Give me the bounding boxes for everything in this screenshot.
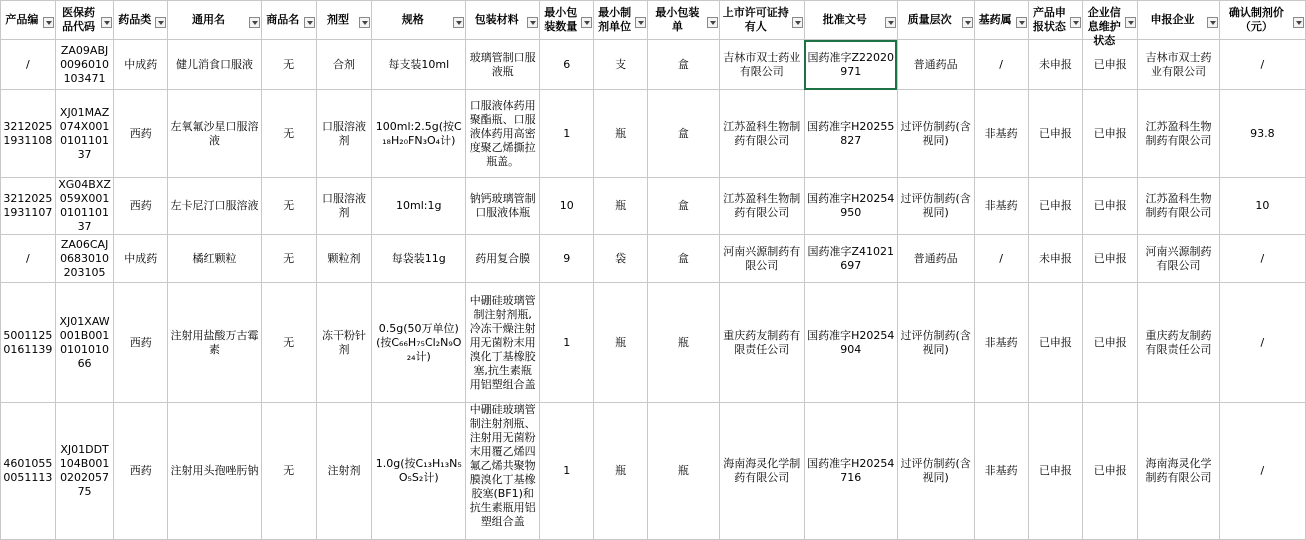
table-cell[interactable]: 左氧氟沙星口服溶液 [168,90,262,178]
table-row [1,235,1306,283]
table-cell[interactable]: / [974,40,1028,90]
table-cell[interactable]: 吉林市双士药业有限公司 [1138,40,1220,90]
filter-dropdown-icon[interactable] [962,17,973,28]
table-cell[interactable]: 西药 [114,90,168,178]
table-cell[interactable]: 已申报 [1083,283,1138,403]
table-cell[interactable]: 已申报 [1083,40,1138,90]
table-cell[interactable]: 已申报 [1083,178,1138,235]
table-cell[interactable]: 口服液体药用聚酯瓶、口服液体药用高密度聚乙烯撕拉瓶盖。 [466,90,540,178]
table-cell[interactable]: 普通药品 [897,235,974,283]
filter-dropdown-icon[interactable] [792,17,803,28]
table-cell[interactable]: 已申报 [1028,178,1083,235]
column-header[interactable]: 通用名 [168,1,262,40]
table-cell[interactable]: 非基药 [974,283,1028,403]
column-header[interactable]: 上市许可证持有人 [719,1,804,40]
table-cell[interactable]: 盒 [648,90,719,178]
table-cell[interactable]: 0.5g(50万单位)(按C₆₆H₇₅Cl₂N₉O₂₄计) [372,283,466,403]
table-cell[interactable]: 已申报 [1083,90,1138,178]
table-cell[interactable]: 10ml:1g [372,178,466,235]
table-cell[interactable]: 袋 [594,235,648,283]
table-cell[interactable]: 瓶 [594,403,648,540]
table-cell[interactable]: 重庆药友制药有限责任公司 [1138,283,1220,403]
table-cell[interactable]: 100ml:2.5g(按C₁₈H₂₀FN₃O₄计) [372,90,466,178]
table-cell[interactable]: 左卡尼汀口服溶液 [168,178,262,235]
table-cell[interactable]: ZA06CAJ0683010203105 [55,235,114,283]
column-header[interactable]: 商品名 [261,1,316,40]
table-cell[interactable]: XJ01XAW001B001010101066 [55,283,114,403]
table-cell[interactable]: 无 [261,403,316,540]
table-cell[interactable]: / [1,40,56,90]
cell-text: 中硼硅玻璃管制注射剂瓶、注射用无菌粉末用覆乙烯四氟乙烯共聚物膜溴化丁基橡胶塞(BF1)和抗生素瓶用铝塑组合盖 [469,403,536,528]
table-cell[interactable]: 盒 [648,40,719,90]
table-cell[interactable]: / [974,235,1028,283]
column-header[interactable]: 确认制剂价（元） [1219,1,1305,40]
table-cell[interactable]: XJ01MAZ074X001010110137 [55,90,114,178]
filter-dropdown-icon[interactable] [1070,17,1081,28]
table-cell[interactable]: 已申报 [1028,283,1083,403]
filter-dropdown-icon[interactable] [1016,17,1027,28]
table-cell[interactable]: / [1219,403,1305,540]
table-cell[interactable]: 已申报 [1028,403,1083,540]
filter-dropdown-icon[interactable] [101,17,112,28]
table-cell[interactable]: 重庆药友制药有限责任公司 [719,283,804,403]
filter-dropdown-icon[interactable] [635,17,646,28]
table-cell[interactable]: 江苏盈科生物制药有限公司 [719,178,804,235]
table-cell[interactable]: 吉林市双士药业有限公司 [719,40,804,90]
table-cell[interactable]: 32120251931108 [1,90,56,178]
table-cell[interactable]: 每袋装11g [372,235,466,283]
column-header[interactable]: 产品编 [1,1,56,40]
table-cell[interactable]: 河南兴源制药有限公司 [1138,235,1220,283]
table-cell[interactable]: 国药准字H20255827 [804,90,897,178]
table-cell[interactable]: 1 [540,283,594,403]
filter-dropdown-icon[interactable] [453,17,464,28]
table-cell[interactable]: 西药 [114,403,168,540]
table-cell[interactable]: 已申报 [1083,403,1138,540]
table-cell[interactable]: 海南海灵化学制药有限公司 [1138,403,1220,540]
filter-dropdown-icon[interactable] [359,17,370,28]
table-cell[interactable]: 无 [261,235,316,283]
table-cell[interactable]: 药用复合膜 [466,235,540,283]
column-header[interactable]: 最小包装数量 [540,1,594,40]
table-cell[interactable]: 西药 [114,283,168,403]
table-cell[interactable]: 注射用盐酸万古霉素 [168,283,262,403]
table-cell[interactable]: 健儿消食口服液 [168,40,262,90]
table-cell[interactable]: 未申报 [1028,40,1083,90]
column-header[interactable]: 企业信息维护状态 [1083,1,1138,40]
table-cell[interactable]: 国药准字Z41021697 [804,235,897,283]
table-cell[interactable]: 瓶 [594,90,648,178]
table-cell[interactable]: 未申报 [1028,235,1083,283]
column-header[interactable]: 批准文号 [804,1,897,40]
table-cell[interactable]: 10 [1219,178,1305,235]
table-cell[interactable]: XJ01DDT104B001020205775 [55,403,114,540]
table-cell[interactable]: 国药准字H20254950 [804,178,897,235]
table-cell[interactable]: 非基药 [974,403,1028,540]
table-cell[interactable]: 1 [540,90,594,178]
table-cell[interactable]: 玻璃管制口服液瓶 [466,40,540,90]
column-header[interactable]: 质量层次 [897,1,974,40]
table-cell[interactable]: / [1,235,56,283]
table-cell[interactable]: ZA09ABJ0096010103471 [55,40,114,90]
table-cell[interactable]: 盒 [648,178,719,235]
table-cell[interactable]: 93.8 [1219,90,1305,178]
filter-dropdown-icon[interactable] [43,17,54,28]
table-cell[interactable]: 注射剂 [316,403,372,540]
filter-dropdown-icon[interactable] [885,17,896,28]
table-cell[interactable]: 口服溶液剂 [316,90,372,178]
table-cell[interactable]: 非基药 [974,178,1028,235]
header-row [1,1,1306,40]
table-cell[interactable]: 冻干粉针剂 [316,283,372,403]
table-row [1,283,1306,403]
table-cell[interactable]: 过评仿制药(含视同) [897,403,974,540]
column-header[interactable]: 包装材料 [466,1,540,40]
table-cell[interactable]: 过评仿制药(含视同) [897,178,974,235]
table-cell[interactable]: 国药准字H20254904 [804,283,897,403]
table-cell[interactable]: XG04BXZ059X001010110137 [55,178,114,235]
table-cell[interactable]: 钠钙玻璃管制口服液体瓶 [466,178,540,235]
table-cell[interactable]: 每支装10ml [372,40,466,90]
table-row [1,403,1306,540]
column-header[interactable]: 医保药品代码 [55,1,114,40]
table-cell[interactable]: 中成药 [114,40,168,90]
table-cell[interactable]: / [1219,283,1305,403]
table-cell[interactable]: 瓶 [594,178,648,235]
table-cell[interactable]: 西药 [114,178,168,235]
table-cell[interactable]: 过评仿制药(含视同) [897,90,974,178]
table-cell[interactable]: 瓶 [648,283,719,403]
table-cell[interactable]: 普通药品 [897,40,974,90]
filter-dropdown-icon[interactable] [1125,17,1136,28]
table-row [1,178,1306,235]
column-header[interactable]: 最小包装单 [648,1,719,40]
table-cell[interactable]: / [1219,235,1305,283]
table-cell[interactable]: 中硼硅玻璃管制注射剂瓶,冷冻干燥注射用无菌粉末用溴化丁基橡胶塞,抗生素瓶用铝塑组合盖 [466,283,540,403]
table-cell[interactable]: 注射用头孢唑肟钠 [168,403,262,540]
table-cell[interactable]: 无 [261,90,316,178]
table-cell[interactable]: 口服溶液剂 [316,178,372,235]
filter-dropdown-icon[interactable] [1293,17,1304,28]
table-row [1,90,1306,178]
table-cell[interactable]: 6 [540,40,594,90]
table-cell[interactable]: 32120251931107 [1,178,56,235]
table-cell[interactable]: 非基药 [974,90,1028,178]
table-cell[interactable] [466,403,540,540]
column-header[interactable]: 基药属 [974,1,1028,40]
table-cell[interactable]: 支 [594,40,648,90]
table-cell[interactable]: 已申报 [1083,235,1138,283]
table-cell[interactable]: 1.0g(按C₁₃H₁₃N₅O₅S₂计) [372,403,466,540]
table-cell[interactable]: 1 [540,403,594,540]
column-header[interactable]: 规格 [372,1,466,40]
column-header[interactable]: 申报企业 [1138,1,1220,40]
filter-dropdown-icon[interactable] [581,17,592,28]
table-cell[interactable]: 江苏盈科生物制药有限公司 [719,90,804,178]
table-cell[interactable]: 过评仿制药(含视同) [897,283,974,403]
table-cell[interactable]: 无 [261,283,316,403]
column-header[interactable]: 剂型 [316,1,372,40]
table-cell[interactable]: 已申报 [1028,90,1083,178]
table-cell[interactable]: 江苏盈科生物制药有限公司 [1138,178,1220,235]
table-cell[interactable]: 合剂 [316,40,372,90]
column-header[interactable]: 产品申报状态 [1028,1,1083,40]
table-cell[interactable]: 无 [261,40,316,90]
column-header[interactable]: 最小制剂单位 [594,1,648,40]
table-cell[interactable]: 10 [540,178,594,235]
table-cell[interactable]: 颗粒剂 [316,235,372,283]
filter-dropdown-icon[interactable] [304,17,315,28]
table-cell[interactable]: 瓶 [648,403,719,540]
table-cell[interactable]: / [1219,40,1305,90]
table-cell[interactable]: 国药准字H20254716 [804,403,897,540]
table-cell[interactable]: 9 [540,235,594,283]
filter-dropdown-icon[interactable] [527,17,538,28]
filter-dropdown-icon[interactable] [1207,17,1218,28]
column-header[interactable]: 药品类 [114,1,168,40]
filter-dropdown-icon[interactable] [707,17,718,28]
table-cell[interactable]: 橘红颗粒 [168,235,262,283]
filter-dropdown-icon[interactable] [249,17,260,28]
table-cell[interactable]: 海南海灵化学制药有限公司 [719,403,804,540]
table-cell[interactable]: 无 [261,178,316,235]
filter-dropdown-icon[interactable] [155,17,166,28]
table-cell[interactable]: 江苏盈科生物制药有限公司 [1138,90,1220,178]
table-cell[interactable]: 46010550051113 [1,403,56,540]
table-cell[interactable]: 河南兴源制药有限公司 [719,235,804,283]
table-cell[interactable]: 盒 [648,235,719,283]
table-cell[interactable]: 50011250161139 [1,283,56,403]
table-cell[interactable]: 中成药 [114,235,168,283]
table-cell[interactable]: 瓶 [594,283,648,403]
selected-cell[interactable]: 国药准字Z22020971 [804,40,897,90]
